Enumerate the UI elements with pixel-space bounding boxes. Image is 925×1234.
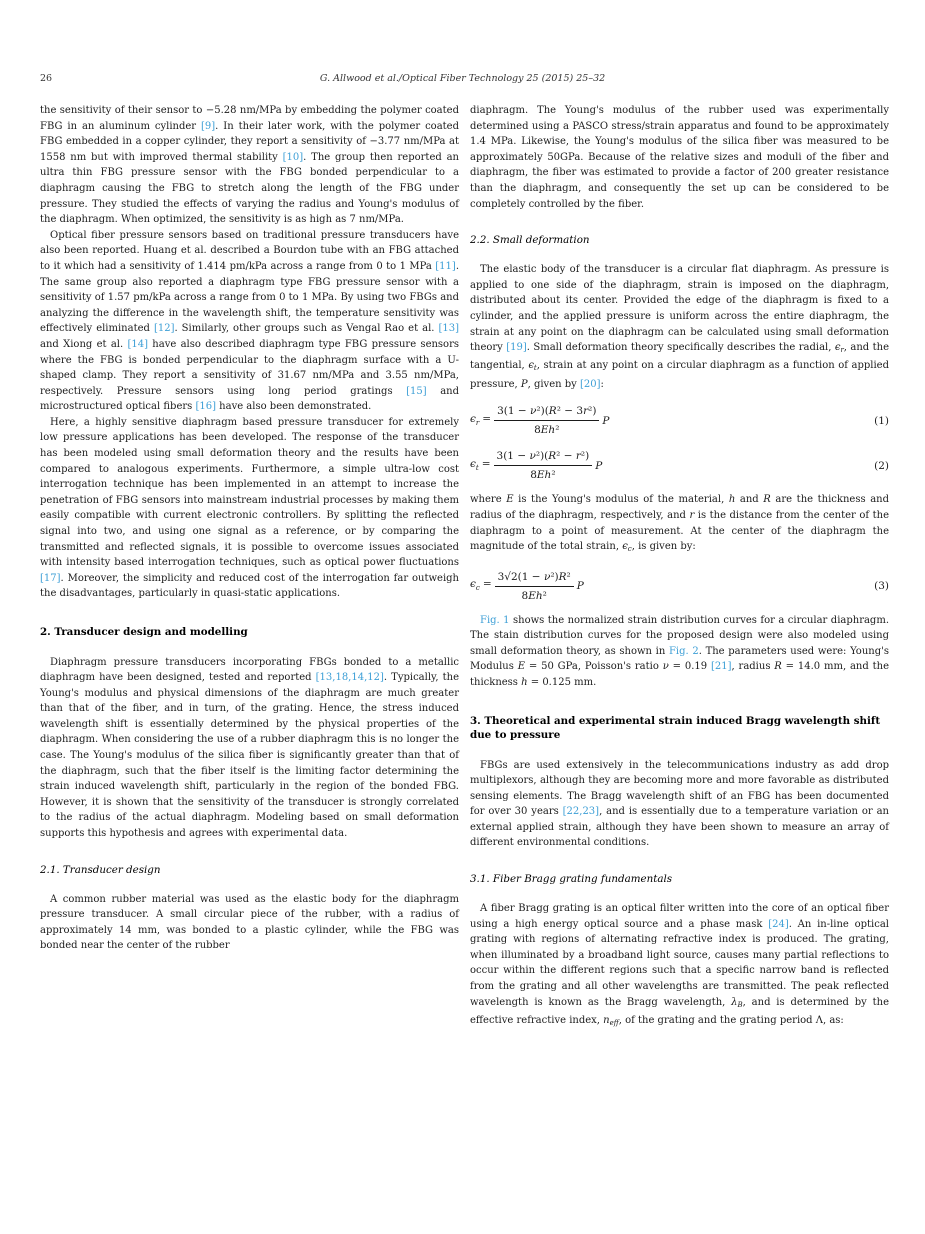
citation-link[interactable]: [16] — [195, 401, 216, 413]
paragraph: FBGs are used extensively in the telecommunications industry as add drop multiplexors, although they are becoming more and more favorable as distributed sensing elements. The Bragg wavelength shift of an FBG has been documented for over 30 years [22,23], and is essentially due to a temperature variation or an external applied strain, although they have been shown to measure an array of different environmental conditions. — [470, 759, 889, 849]
equation-number: (3) — [874, 580, 889, 593]
section-heading-2-1: 2.1. Transducer design — [40, 863, 161, 876]
citation-link[interactable]: [11] — [435, 260, 456, 272]
equation-lhs: $\epsilon_r$ = — [470, 412, 492, 427]
citation-link[interactable]: [10] — [282, 151, 304, 163]
citation-link[interactable]: [24] — [768, 918, 789, 930]
citation-link[interactable]: Fig. 2 — [668, 645, 699, 657]
equation-suffix: P — [595, 459, 603, 472]
section-heading-2-2: 2.2. Small deformation — [470, 234, 590, 247]
citation-link[interactable]: [19] — [506, 342, 527, 354]
paragraph: A common rubber material was used as the elastic body for the diaphragm pressure transducer. A small circular piece of the rubber, with a radius of approximately 14 mm, was bonded to a plastic cylinder, while the FBG was bonded near the center of the rubber — [40, 893, 459, 952]
paragraph: the sensitivity of their sensor to −5.28 nm/MPa by embedding the polymer coated FBG in an aluminum cylinder [9]. In their later work, with the polymer coated FBG embedded in a copper cylinder, they report a sensitivity of −3.77 nm/MPa at 1558 nm but with improved thermal stability [10]. The group then reported an ultra thin FBG pressure sensor with the FBG bonded perpendicular to a diaphragm causing the FBG to stretch along the length of the FBG under pressure. They studied the effects of varying the radius and Young's modulus of the diaphragm. When optimized, the sensitivity is as high as 7 nm/MPa. — [40, 105, 459, 226]
fraction — [494, 404, 599, 437]
paragraph: The elastic body of the transducer is a circular flat diaphragm. As pressure is applied to one side of the diaphragm, strain is imposed on the diaphragm, distributed about its center. Provided the edge of the diaphragm is fixed to a cylinder, and the applied pressure is uniform across the entire diaphragm, the strain at any point on the diaphragm can be calculated using small deformation theory [19]. Small deformation theory specifically describes the radial, ϵr, and the tangential, ϵt, strain at any point on a circular diaphragm as a function of applied pressure, P, given by [20]: — [470, 264, 890, 390]
equation-lhs: $\epsilon_c$ = — [470, 577, 492, 593]
citation-link[interactable]: [12] — [153, 323, 175, 335]
equation-number: (2) — [874, 459, 889, 472]
citation-link[interactable]: Fig. 1 — [480, 614, 510, 626]
equation-suffix: P — [602, 414, 610, 427]
paragraph: Here, a highly sensitive diaphragm based pressure transducer for extremely low pressure applications has been developed. The response of the transducer has been modeled using small deformation theory and the results have been compared to analogous experiments. Furthermore, a simple ultra-low cost interrogation technique has been implemented in an attempt to increase the penetration of FBG sensors into mainstream industrial processes by making them easily compatible with current electronic controllers. By splitting the reflected signal into two, and using one signal as a reference, or by comparing the transmitted and reflected signals, it is possible to overcome issues associated with intensity based interrogation techniques, such as optical power fluctuations [17]. Moreover, the simplicity and reduced cost of the interrogation far outweigh the disadvantages, particularly in quasi-static applications. — [40, 416, 459, 600]
equation-lhs: $\epsilon_t$ = — [470, 457, 491, 472]
fraction — [495, 570, 574, 603]
paragraph: Diaphragm pressure transducers incorporating FBGs bonded to a metallic diaphragm have been designed, tested and reported [13,18,14,12]. Typically, the Young's modulus and physical dimensions of the diaphragm are much greater than that of the fiber, and in turn, of the grating. Hence, the stress induced wavelength shift is essentially determined by the physical properties of the diaphragm. When considering the use of a rubber diaphragm this is no longer the case. The Young's modulus of the silica fiber is significantly greater than that of the diaphragm, such that the fiber itself is the limiting factor determining the strain induced wavelength shift, particularly in the region of the bonded FBG. However, it is shown that the sensitivity of the transducer is strongly correlated to the radius of the actual diaphragm. Modeling based on small deformation supports this hypothesis and agrees with experimental data. — [40, 656, 459, 840]
fraction-numerator: 3(1 − ν²)(R² − r²) — [494, 449, 593, 466]
paragraph: Optical fiber pressure sensors based on traditional pressure transducers have also been reported. Huang et al. described a Bourdon tube with an FBG attached to it which had a sensitivity of 1.414 pm/kPa across a range from 0 to 1 MPa [11]. The same group also reported a diaphragm type FBG pressure sensor with a sensitivity of 1.57 pm/kPa across a range from 0 to 1 MPa. By using two FBGs and analyzing the difference in the wavelength shift, the temperature sensitivity was effectively eliminated [12]. Similarly, other groups such as Vengal Rao et al. [13] and Xiong et al. [14] have also described diaphragm type FBG pressure sensors where the FBG is bonded perpendicular to the diaphragm surface with a U-shaped clamp. They report a sensitivity of 31.67 nm/MPa and 3.55 nm/MPa, respectively. Pressure sensors using long period gratings [15] and microstructured optical fibers [16] have also been demonstrated. — [40, 229, 459, 413]
equation-number: (1) — [874, 414, 889, 427]
paragraph: diaphragm. The Young's modulus of the rubber used was experimentally determined using a PASCO stress/strain apparatus and found to be approximately 1.4 MPa. Likewise, the Young's modulus of the silica fiber was measured to be approximately 50GPa. Because of the relative sizes and moduli of the fiber and diaphragm, the fiber was estimated to provide a factor of 200 greater resistance than the diaphragm, and consequently the set up can be considered to be completely controlled by the fiber. — [470, 105, 889, 210]
citation-link[interactable]: [13] — [438, 323, 459, 335]
left-column — [40, 103, 459, 954]
citation-link[interactable]: [21] — [710, 661, 732, 673]
right-column — [470, 103, 889, 1031]
citation-link[interactable]: [17] — [40, 572, 61, 584]
equation-3 — [470, 570, 889, 603]
page-number: 26 — [40, 73, 53, 84]
citation-link[interactable]: [22,23] — [562, 806, 600, 818]
citation-link[interactable]: [20] — [579, 378, 601, 390]
citation-link[interactable]: [9] — [201, 120, 216, 132]
equation-1 — [470, 404, 889, 437]
citation-link[interactable]: [13,18,14,12] — [315, 672, 384, 684]
paragraph: where E is the Young's modulus of the material, h and R are the thickness and radius of the diaphragm, respectively, and r is the distance from the center of the diaphragm to a point of measurement. At the center of the diaphragm the magnitude of the total strain, ϵc, is given by: — [470, 494, 889, 553]
fraction-denominator: 8Eh² — [530, 469, 556, 482]
paragraph: Fig. 1 shows the normalized strain distribution curves for a circular diaphragm. The stain distribution curves for the proposed design were also modeled using small deformation theory, as shown in Fig. 2. The parameters used were: Young's Modulus E = 50 GPa, Poisson's ratio ν = 0.19 [21], radius R = 14.0 mm, and the thickness h = 0.125 mm. — [470, 614, 889, 688]
section-heading-3-1: 3.1. Fiber Bragg grating fundamentals — [470, 873, 673, 886]
fraction — [494, 449, 593, 482]
equation-suffix: P — [576, 580, 584, 593]
section-heading-3: 3. Theoretical and experimental strain induced Bragg wavelength shift due to pressure — [470, 714, 881, 741]
running-head: G. Allwood et al./Optical Fiber Technology 25 (2015) 25–32 — [319, 73, 606, 84]
citation-link[interactable]: [14] — [127, 338, 148, 350]
equation-2 — [470, 449, 889, 482]
fraction-numerator: 3(1 − ν²)(R² − 3r²) — [494, 404, 599, 421]
paragraph: A fiber Bragg grating is an optical filter written into the core of an optical fiber using a high energy optical source and a phase mask [24]. An in-line optical grating with regions of alternating refractive index is produced. The grating, when illuminated by a broadband light source, causes many partial reflections to occur within the different regions such that a specific narrow band is reflected from the grating and all other wavelengths are transmitted. The peak reflected wavelength is known as the Bragg wavelength, λB, and is determined by the effective refractive index, neff, of the grating and the grating period Λ, as: — [470, 903, 889, 1027]
citation-link[interactable]: [15] — [406, 385, 427, 397]
fraction-denominator: 8Eh² — [534, 424, 560, 437]
fraction-numerator: 3√2(1 − ν²)R² — [495, 570, 574, 587]
fraction-denominator: 8Eh² — [521, 589, 547, 602]
section-heading-2: 2. Transducer design and modelling — [40, 626, 248, 638]
